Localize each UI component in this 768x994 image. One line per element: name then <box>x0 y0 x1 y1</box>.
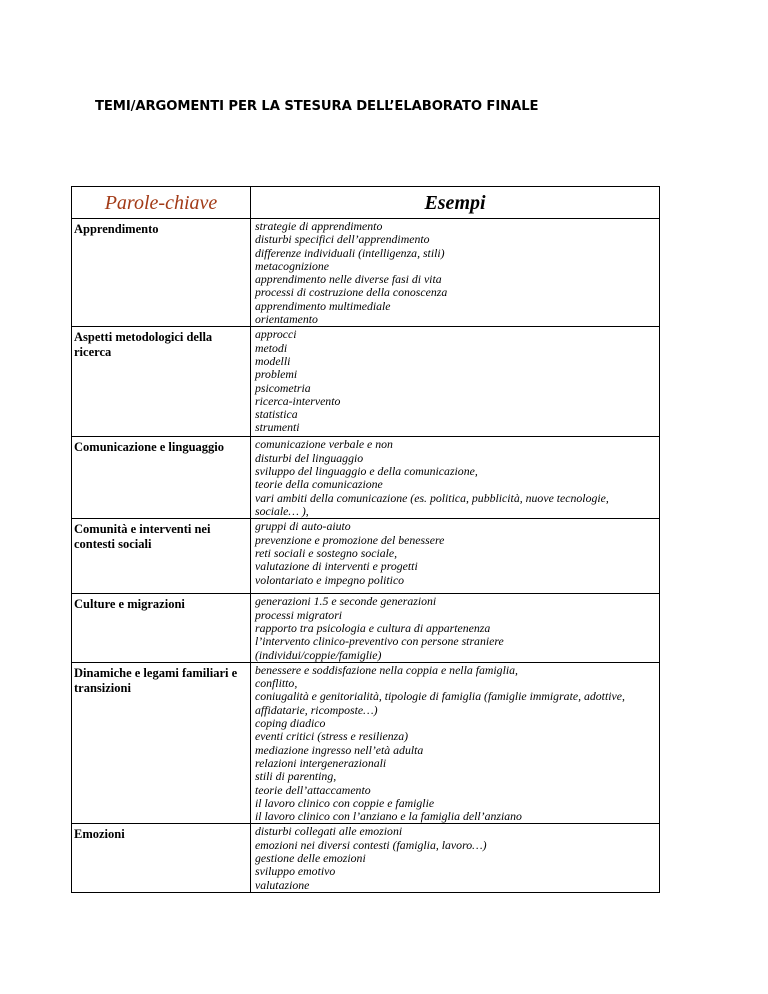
example-item: eventi critici (stress e resilienza) <box>255 729 409 744</box>
example-item: il lavoro clinico con l’anziano e la famiglia dell’anziano <box>255 809 522 824</box>
example-item: emozioni nei diversi contesti (famiglia, lavoro…) <box>255 837 487 852</box>
example-item: benessere e soddisfazione nella coppia e nella famiglia, <box>255 662 518 677</box>
examples-cell <box>251 662 660 824</box>
keyword-label: Comunicazione e linguaggio <box>74 440 225 455</box>
example-item: gestione delle emozioni <box>255 851 366 866</box>
examples-cell <box>251 437 660 519</box>
example-item: modelli <box>255 353 291 368</box>
example-item: metacognizione <box>255 258 330 273</box>
example-item: stili di parenting, <box>255 769 337 784</box>
example-item: valutazione <box>255 877 310 892</box>
example-item: teorie della comunicazione <box>255 477 383 492</box>
table-row <box>72 219 660 327</box>
example-item: mediazione ingresso nell’età adulta <box>255 742 424 757</box>
example-item: il lavoro clinico con coppie e famiglie <box>255 795 435 810</box>
example-item: generazioni 1.5 e seconde generazioni <box>255 594 437 609</box>
example-item: disturbi collegati alle emozioni <box>255 824 403 839</box>
keyword-label: Culture e migrazioni <box>74 597 185 612</box>
keyword-label: Dinamiche e legami familiari e transizioni <box>74 665 238 695</box>
example-item: differenze individuali (intelligenza, stili) <box>255 245 445 260</box>
table-header-row <box>72 187 660 219</box>
example-item: gruppi di auto-aiuto <box>255 519 351 534</box>
keyword-label: Aspetti metodologici della ricerca <box>74 330 213 360</box>
table-row <box>72 824 660 892</box>
keyword-cell <box>72 519 251 594</box>
header-examples: Esempi <box>251 187 660 219</box>
keyword-cell <box>72 662 251 824</box>
example-item: statistica <box>255 407 298 422</box>
header-keywords: Parole-chiave <box>72 187 251 219</box>
example-item: ricerca-intervento <box>255 393 341 408</box>
example-item: problemi <box>255 367 298 382</box>
keywords-table <box>71 186 660 893</box>
example-item: relazioni intergenerazionali <box>255 755 387 770</box>
examples-cell <box>251 824 660 892</box>
example-item: metodi <box>255 340 288 355</box>
example-item: strategie di apprendimento <box>255 219 383 233</box>
example-item: sviluppo emotivo <box>255 864 336 879</box>
example-item: conflitto, <box>255 676 298 691</box>
example-item: l’intervento clinico-preventivo con persone straniere <box>255 634 504 649</box>
example-item: teorie dell’attaccamento <box>255 782 371 797</box>
table-row <box>72 662 660 824</box>
example-item: coniugalità e genitorialità, tipologie di famiglia (famiglie immigrate, adottive, affidatarie, ricomposte…) <box>255 689 625 717</box>
example-item: vari ambiti della comunicazione (es. politica, pubblicità, nuove tecnologie, sociale… ), <box>255 490 609 518</box>
example-item: valutazione di interventi e progetti <box>255 559 418 574</box>
keyword-label: Comunità e interventi nei contesti sociali <box>74 522 211 552</box>
example-item: sviluppo del linguaggio e della comunicazione, <box>255 463 478 478</box>
example-item: reti sociali e sostegno sociale, <box>255 545 398 560</box>
keyword-cell <box>72 594 251 662</box>
example-item: prevenzione e promozione del benessere <box>255 532 445 547</box>
example-item: processi di costruzione della conoscenza <box>255 285 448 300</box>
example-item: rapporto tra psicologia e cultura di appartenenza <box>255 620 491 635</box>
example-item: apprendimento multimediale <box>255 298 391 313</box>
document-title: TEMI/ARGOMENTI PER LA STESURA DELL’ELABORATO FINALE <box>95 99 539 114</box>
example-item: processi migratori <box>255 607 343 622</box>
example-item: coping diadico <box>255 716 326 731</box>
keyword-cell <box>72 219 251 327</box>
keyword-cell <box>72 437 251 519</box>
example-item: psicometria <box>255 380 311 395</box>
example-item: disturbi del linguaggio <box>255 450 364 465</box>
example-item: apprendimento nelle diverse fasi di vita <box>255 272 442 287</box>
examples-cell <box>251 519 660 594</box>
table-row <box>72 519 660 594</box>
table-body <box>72 219 660 893</box>
example-item: comunicazione verbale e non <box>255 437 393 452</box>
example-item: (individui/coppie/famiglie) <box>255 647 382 662</box>
example-item: volontariato e impegno politico <box>255 572 405 587</box>
example-item: approcci <box>255 327 297 342</box>
example-item: strumenti <box>255 420 300 435</box>
keyword-label: Emozioni <box>74 827 125 842</box>
keyword-label: Apprendimento <box>74 222 159 236</box>
table-row <box>72 594 660 662</box>
table-row <box>72 327 660 437</box>
examples-cell <box>251 327 660 437</box>
example-item: disturbi specifici dell’apprendimento <box>255 232 430 247</box>
keyword-cell <box>72 327 251 437</box>
examples-cell <box>251 219 660 327</box>
keyword-cell <box>72 824 251 892</box>
example-item: orientamento <box>255 312 318 327</box>
examples-cell <box>251 594 660 662</box>
table-row <box>72 437 660 519</box>
